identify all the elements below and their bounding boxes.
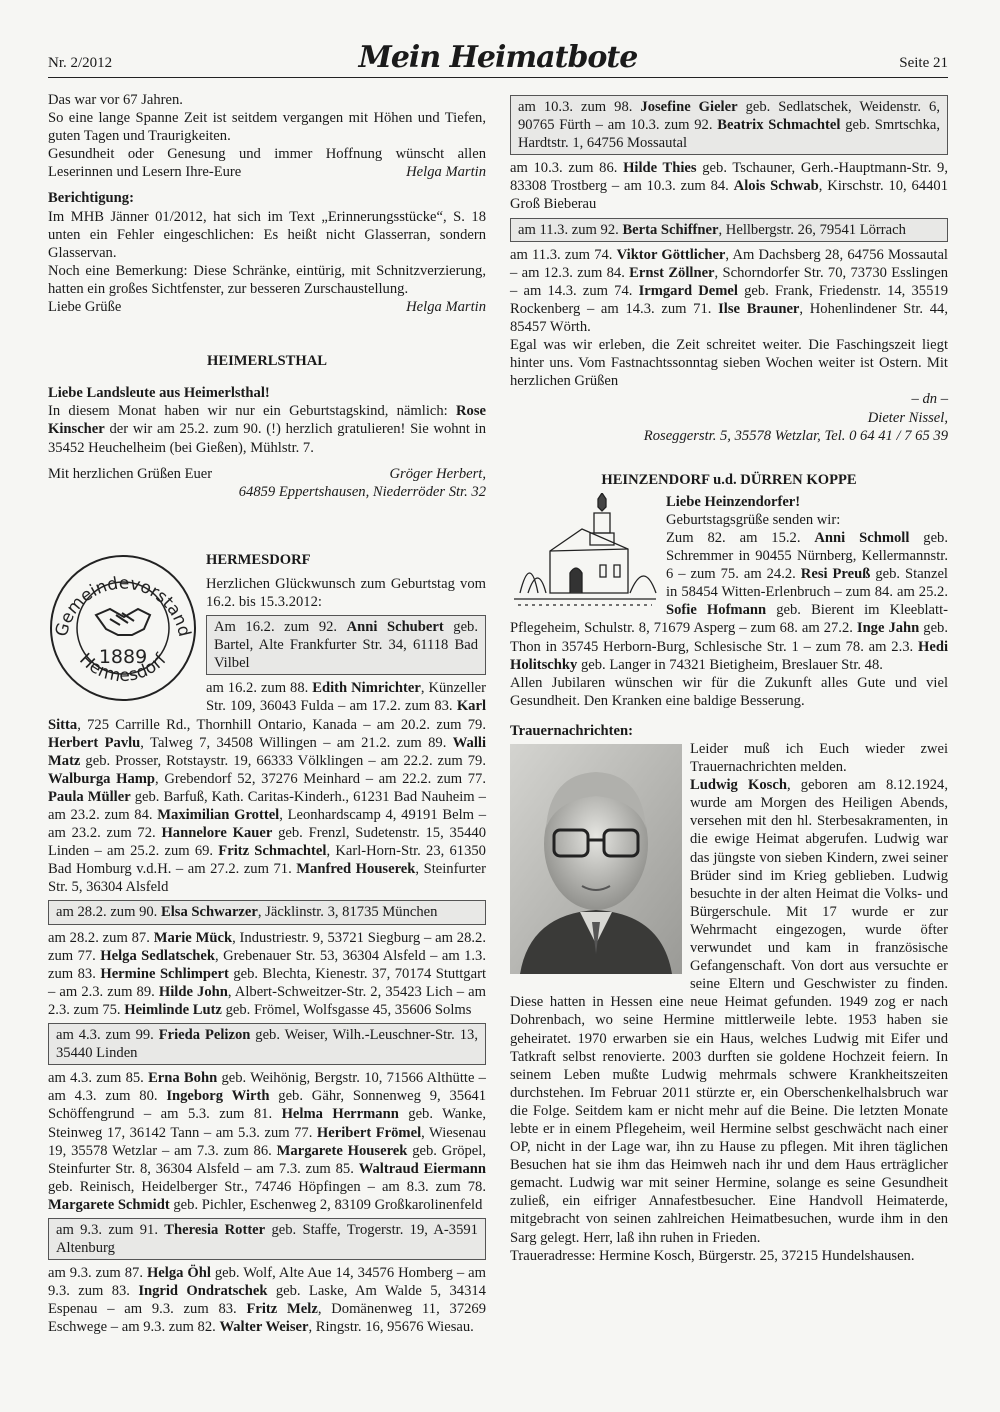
section-heading: HEINZENDORF u.d. DÜRREN KOPPE (601, 471, 857, 488)
person-name: Irmgard Demel (638, 282, 738, 299)
person-name: Fritz Schmachtel (218, 843, 327, 860)
seal-bottom-text: Hermesdorf (75, 649, 171, 687)
highlight-box: am 11.3. zum 92. Berta Schiffner, Hellbergstr. 26, 79541 Lörrach (510, 218, 948, 242)
person-name: Edith Nimrichter (312, 680, 421, 697)
correction-text: Noch eine Bemerkung: Diese Schränke, eintürig, mit Schnitzverzierung, hatten ein großes Sichtfenster, zur besseren Zurschaustellung. (48, 262, 486, 297)
person-name: Paula Müller (48, 788, 131, 805)
intro-line: Das war vor 67 Jahren. (48, 92, 183, 108)
municipal-seal-stamp (48, 553, 198, 703)
highlight-box: am 4.3. zum 99. Frieda Pelizon geb. Weiser, Wilh.-Leuschner-Str. 13, 35440 Linden (48, 1023, 486, 1065)
portrait-photo (510, 744, 682, 974)
person-name: Resi Preuß (800, 566, 871, 583)
svg-text:Gemeindevorstand (52, 573, 195, 638)
person-name: Helma Herrmann (281, 1106, 399, 1123)
person-name: Hedi Holitschky (510, 638, 948, 673)
person-name: Hannelore Kauer (161, 825, 273, 842)
page-header (48, 40, 948, 84)
church-illustration (510, 493, 660, 611)
birthday-list: Zum 82. am 15.2. Anni Schmoll geb. Schremmer in 90455 Nürnberg, Kellermannstr. 6 – zum 75. am 24.2. Resi Preuß geb. Stanzel in 58454 Witten-Erlenbruch – zum 84. am 25.2. Sofie Hofmann geb. Bierent im Kleeblatt-Pflegeheim, Schulstr. 8, 71679 Asperg – zum 68. am 27.2. Inge Jahn geb. Thon in 35745 Herborn-Burg, Schlesische Str. 1 – zum 78. am 2.3. Hedi Holitschky geb. Langer in 74321 Bietigheim, Breslauer Str. 48. (510, 529, 949, 673)
header-rule (48, 77, 948, 78)
highlight-box: Am 16.2. zum 92. Anni Schubert geb. Bartel, Alte Frankfurter Str. 34, 61118 Bad Vilbel (206, 615, 486, 675)
highlight-box: am 10.3. zum 98. Josefine Gieler geb. Sedlatschek, Weidenstr. 6, 90765 Fürth – am 10.3. zum 92. Beatrix Schmachtel geb. Smrtschka, Hardtstr. 1, 64756 Mossautal (510, 95, 948, 155)
highlight-box: am 28.2. zum 90. Elsa Schwarzer, Jäcklinstr. 3, 81735 München (48, 900, 486, 924)
person-name: Manfred Houserek (296, 861, 416, 878)
intro-section (48, 91, 486, 181)
person-name: Anni Schmoll (814, 529, 910, 546)
closing-initials: – dn – (911, 391, 948, 408)
heinzendorf-section (510, 471, 948, 710)
person-name: Ilse Brauner (718, 300, 800, 317)
person-name: Helga Sedlatschek (100, 947, 215, 964)
left-column (48, 91, 486, 1337)
section-heading: Trauernachrichten: (510, 722, 633, 739)
person-name: Herbert Pavlu (48, 734, 141, 751)
hermesdorf-section (48, 551, 486, 1337)
person-name: Heimlinde Lutz (124, 1001, 222, 1018)
section-greeting: Liebe Landsleute aus Heimerlsthal! (48, 385, 270, 402)
person-name: Helga Öhl (146, 1265, 211, 1282)
birthday-list: am 11.3. zum 74. Viktor Göttlicher, Am Dachsberg 28, 64756 Mossautal – am 12.3. zum 84. Ernst Zöllner, Schorndorfer Str. 70, 73730 Esslingen – am 14.3. zum 74. Irmgard Demel geb. Frank, Friedenstr. 14, 35519 Rockenberg – am 14.3. zum 71. Ilse Brauner, Hohenlindener Str. 44, 85457 Wörth. (510, 246, 948, 336)
person-name: Margarete Houserek (276, 1142, 408, 1159)
person-name: Heribert Frömel (316, 1124, 422, 1141)
correction-section (48, 189, 486, 316)
heimerlsthal-section (48, 352, 486, 501)
person-name: Ingrid Ondratschek (138, 1283, 268, 1300)
person-name: Hermine Schlimpert (100, 965, 229, 982)
person-name: Margarete Schmidt (48, 1196, 170, 1213)
signature-address: Roseggerstr. 5, 35578 Wetzlar, Tel. 0 64 41 / 7 65 39 (643, 427, 948, 444)
seal-top-text: Gemeindevorstand (51, 573, 195, 639)
correction-closing: Liebe Grüße (48, 299, 122, 316)
birthday-list: am 4.3. zum 85. Erna Bohn geb. Weihönig, Bergstr. 10, 71566 Althütte – am 4.3. zum 80. Ingeborg Wirth geb. Gähr, Sonnenweg 9, 35641 Schöffengrund – am 5.3. zum 81. Helma Herrmann geb. Wanke, Steinweg 17, 36142 Tann – am 5.3. zum 77. Heribert Frömel, Wiesenau 19, 35578 Wetzlar – am 7.3. zum 86. Margarete Houserek geb. Gröpel, Steinfurter Str. 8, 36304 Alsfeld – am 7.3. zum 85. Waltraud Eiermann geb. Reinisch, Heidelberger Str., 74746 Höpfingen – am 8.3. zum 78. Margarete Schmidt geb. Pichler, Eschenweg 2, 83109 Großkarolinenfeld (48, 1070, 486, 1213)
intro-signature: Helga Martin (406, 164, 486, 181)
person-name: Josefine Gieler (640, 99, 738, 115)
person-name: Hilde John (158, 983, 228, 1000)
newspaper-title: Mein Heimatbote (358, 40, 638, 75)
person-name: Inge Jahn (856, 620, 920, 637)
person-name: Walter Weiser (219, 1319, 309, 1336)
section-intro: Herzlichen Glückwunsch zum Geburtstag vom 16.2. bis 15.3.2012: (206, 575, 486, 610)
section-greeting: Liebe Heinzendorfer! (666, 493, 801, 510)
section-heading: HERMESDORF (206, 551, 311, 568)
intro-line: Gesundheit oder Genesung und immer Hoffnung wünscht allen Leserinnen und Lesern Ihre-Eure Helga Martin (48, 146, 486, 181)
signature-name: Dieter Nissel, (867, 409, 948, 426)
person-name: Karl Sitta (48, 698, 486, 733)
wishes-text: Allen Jubilaren wünschen wir für die Zukunft alles Gute und viel Gesundheit. Den Kranken eine baldige Besserung. (510, 674, 948, 709)
obituary-section (510, 722, 948, 1265)
closing-text: Egal was wir erleben, die Zeit schreitet weiter. Die Faschingszeit liegt hinter uns. Vom Fastnachtssonntag sieben Wochen weiter ist Ostern. Mit herzlichen Grüßen (510, 337, 948, 390)
birthday-list: am 10.3. zum 86. Hilde Thies geb. Tschauner, Gerh.-Hauptmann-Str. 9, 83308 Trostberg – am 10.3. zum 84. Alois Schwab, Kirschstr. 10, 64401 Groß Bieberau (510, 160, 949, 213)
birthday-list: am 16.2. zum 88. Edith Nimrichter, Künzeller Str. 109, 36043 Fulda – am 17.2. zum 83. Karl Sitta, 725 Carrille Rd., Thornhill Ontario, Kanada – am 20.2. zum 79. Herbert Pavlu, Talweg 7, 34508 Willingen – am 21.2. zum 89. Walli Matz geb. Prosser, Rotstaystr. 19, 66333 Völklingen – am 22.2. zum 79. Walburga Hamp, Grebendorf 52, 37276 Meinhard – am 22.2. zum 77. Paula Müller geb. Barfuß, Kath. Caritas-Kinderh., 61231 Bad Nauheim – am 23.2. zum 84. Maximilian Grottel, Leonhardscamp 4, 49191 Belm – am 23.2. zum 72. Hannelore Kauer geb. Frenzl, Sudetenstr. 15, 35440 Linden – am 25.2. zum 69. Fritz Schmachtel, Karl-Horn-Str. 23, 61350 Bad Homburg v.d.H. – am 27.2. zum 71. Manfred Houserek, Steinfurter Str. 5, 36304 Alsfeld (48, 680, 487, 896)
correction-title: Berichtigung: (48, 190, 134, 207)
correction-signature: Helga Martin (406, 299, 486, 316)
right-column (510, 91, 948, 1265)
issue-number: Nr. 2/2012 (48, 55, 113, 71)
obituary-address: Traueradresse: Hermine Kosch, Bürgerstr. 25, 37215 Hundelshausen. (510, 1247, 915, 1264)
person-name: Hilde Thies (623, 160, 697, 177)
highlight-box: am 9.3. zum 91. Theresia Rotter geb. Staffe, Trogerstr. 19, A-3591 Altenburg (48, 1218, 486, 1260)
person-name: Alois Schwab (733, 178, 819, 195)
signature-name: Gröger Herbert, (389, 465, 486, 482)
obituary-intro: Leider muß ich Euch wieder zwei Trauernachrichten melden. (690, 741, 948, 776)
person-name: Walli Matz (48, 734, 486, 769)
seal-year: 1889 (98, 645, 148, 668)
person-name: Walburga Hamp (48, 770, 156, 787)
intro-line: So eine lange Spanne Zeit ist seitdem vergangen mit Höhen und Tiefen, guten Tagen und Traurigkeiten. (48, 110, 486, 145)
birthday-text: In diesem Monat haben wir nur ein Geburtstagskind, nämlich: Rose Kinscher der wir am 25.2. zum 90. (!) herzlich gratulieren! Sie wohnt in 35452 Heuchelheim (bei Gießen), Mühlstr. 7. (48, 403, 486, 456)
birthday-list: am 9.3. zum 87. Helga Öhl geb. Wolf, Alte Aue 14, 34576 Homberg – am 9.3. zum 83. Ingrid Ondratschek geb. Laske, Am Walde 5, 34314 Espenau – am 9.3. zum 83. Fritz Melz, Domänenweg 11, 37269 Eschwege – am 9.3. zum 82. Walter Weiser, Ringstr. 16, 95676 Wiesau. (48, 1265, 487, 1336)
correction-text: Im MHB Jänner 01/2012, hat sich im Text „Erinnerungsstücke“, S. 18 unten ein Fehler eingeschlichen: Es heißt nicht Glasserran, sondern Glasservan. (48, 208, 486, 261)
obituary-text: Ludwig Kosch, geboren am 8.12.1924, wurde am Morgen des Heiligen Abends, versehen mit den hl. Sterbesakramenten, in die ewige Heimat abgerufen. Ludwig war das jüngste von sieben Kindern, zwei seiner Brüder sind im Krieg geblieben. Ludwig besuchte in der alten Heimat die Volks- und Bürgerschule. Mit 17 wurde er zur Wehrmacht eingezogen, wurde öfter verwundet und kam in französische Gefangenschaft. Von dort aus versuchte er seine Eltern und Geschwister zu finden. Diese hatten in Hessen eine neue Heimat gefunden. 1949 zog er nach Dohrenbach, wo seine Hermine mittlerweile lebte. 1953 haben sie geheiratet. 1970 erwarben sie ein Haus, welches Ludwig mit Eifer und Tatkraft selbst renovierte. 2003 durften sie goldene Hochzeit feiern. In seinem Leben mußte Ludwig mehrmals schwere Krankheitszeiten durchstehen. Im Februar 2011 stürzte er, ein Oberschenkelhalsbruch war die Folge. Seitdem kam er nicht mehr auf die Beine. Die letzten Monate lebte er in einem Pflegeheim, weil Hermine selbst geschwächt nach einer OP, nicht in der Lage war, ihn zu Hause zu pflegen. Mit ihren täglichen Besuchen hat sie ihm das Heimweh nach ihr und dem Haus erträglicher gemacht. Ludwig war mit seiner Hermine, solange es seine Gesundheit zuließ, ein eifriger Annafestbesucher. Eine Handvoll Heimaterde, mitgebracht von seinen zahlreichen Heimatbesuchen, wurde ihm in den Sarg gelegt. Herr, laß ihn ruhen in Frieden. (510, 777, 948, 1246)
person-name: Beatrix Schmachtel (717, 117, 841, 134)
section-intro: Geburtstagsgrüße senden wir: (666, 511, 841, 528)
signature-address: 64859 Eppertshausen, Niederröder Str. 32 (238, 483, 486, 500)
person-name: Ernst Zöllner (629, 264, 715, 281)
person-name: Ingeborg Wirth (166, 1088, 270, 1105)
person-name: Marie Mück (153, 929, 233, 946)
person-name: Viktor Göttlicher (616, 246, 726, 263)
handshake-icon (96, 609, 150, 635)
closing-text: Mit herzlichen Grüßen Euer (48, 465, 213, 482)
person-name: Waltraud Eiermann (358, 1160, 486, 1177)
page-number: Seite 21 (899, 55, 948, 71)
birthday-list: am 28.2. zum 87. Marie Mück, Industriestr. 9, 53721 Siegburg – am 28.2. zum 77. Helga Sedlatschek, Grebenauer Str. 53, 36304 Alsfeld – am 1.3. zum 83. Hermine Schlimpert geb. Blechta, Kienestr. 37, 70174 Stuttgart – am 2.3. zum 89. Hilde John, Albert-Schweitzer-Str. 2, 35423 Lich – am 2.3. zum 75. Heimlinde Lutz geb. Frömel, Wolfsgasse 45, 35606 Solms (48, 929, 487, 1018)
section-heading: HEIMERLSTHAL (206, 353, 328, 370)
person-name: Maximilian Grottel (157, 807, 280, 823)
person-name: Fritz Melz (246, 1301, 318, 1318)
person-name: Sofie Hofmann (666, 602, 767, 619)
person-name: Erna Bohn (148, 1070, 218, 1087)
